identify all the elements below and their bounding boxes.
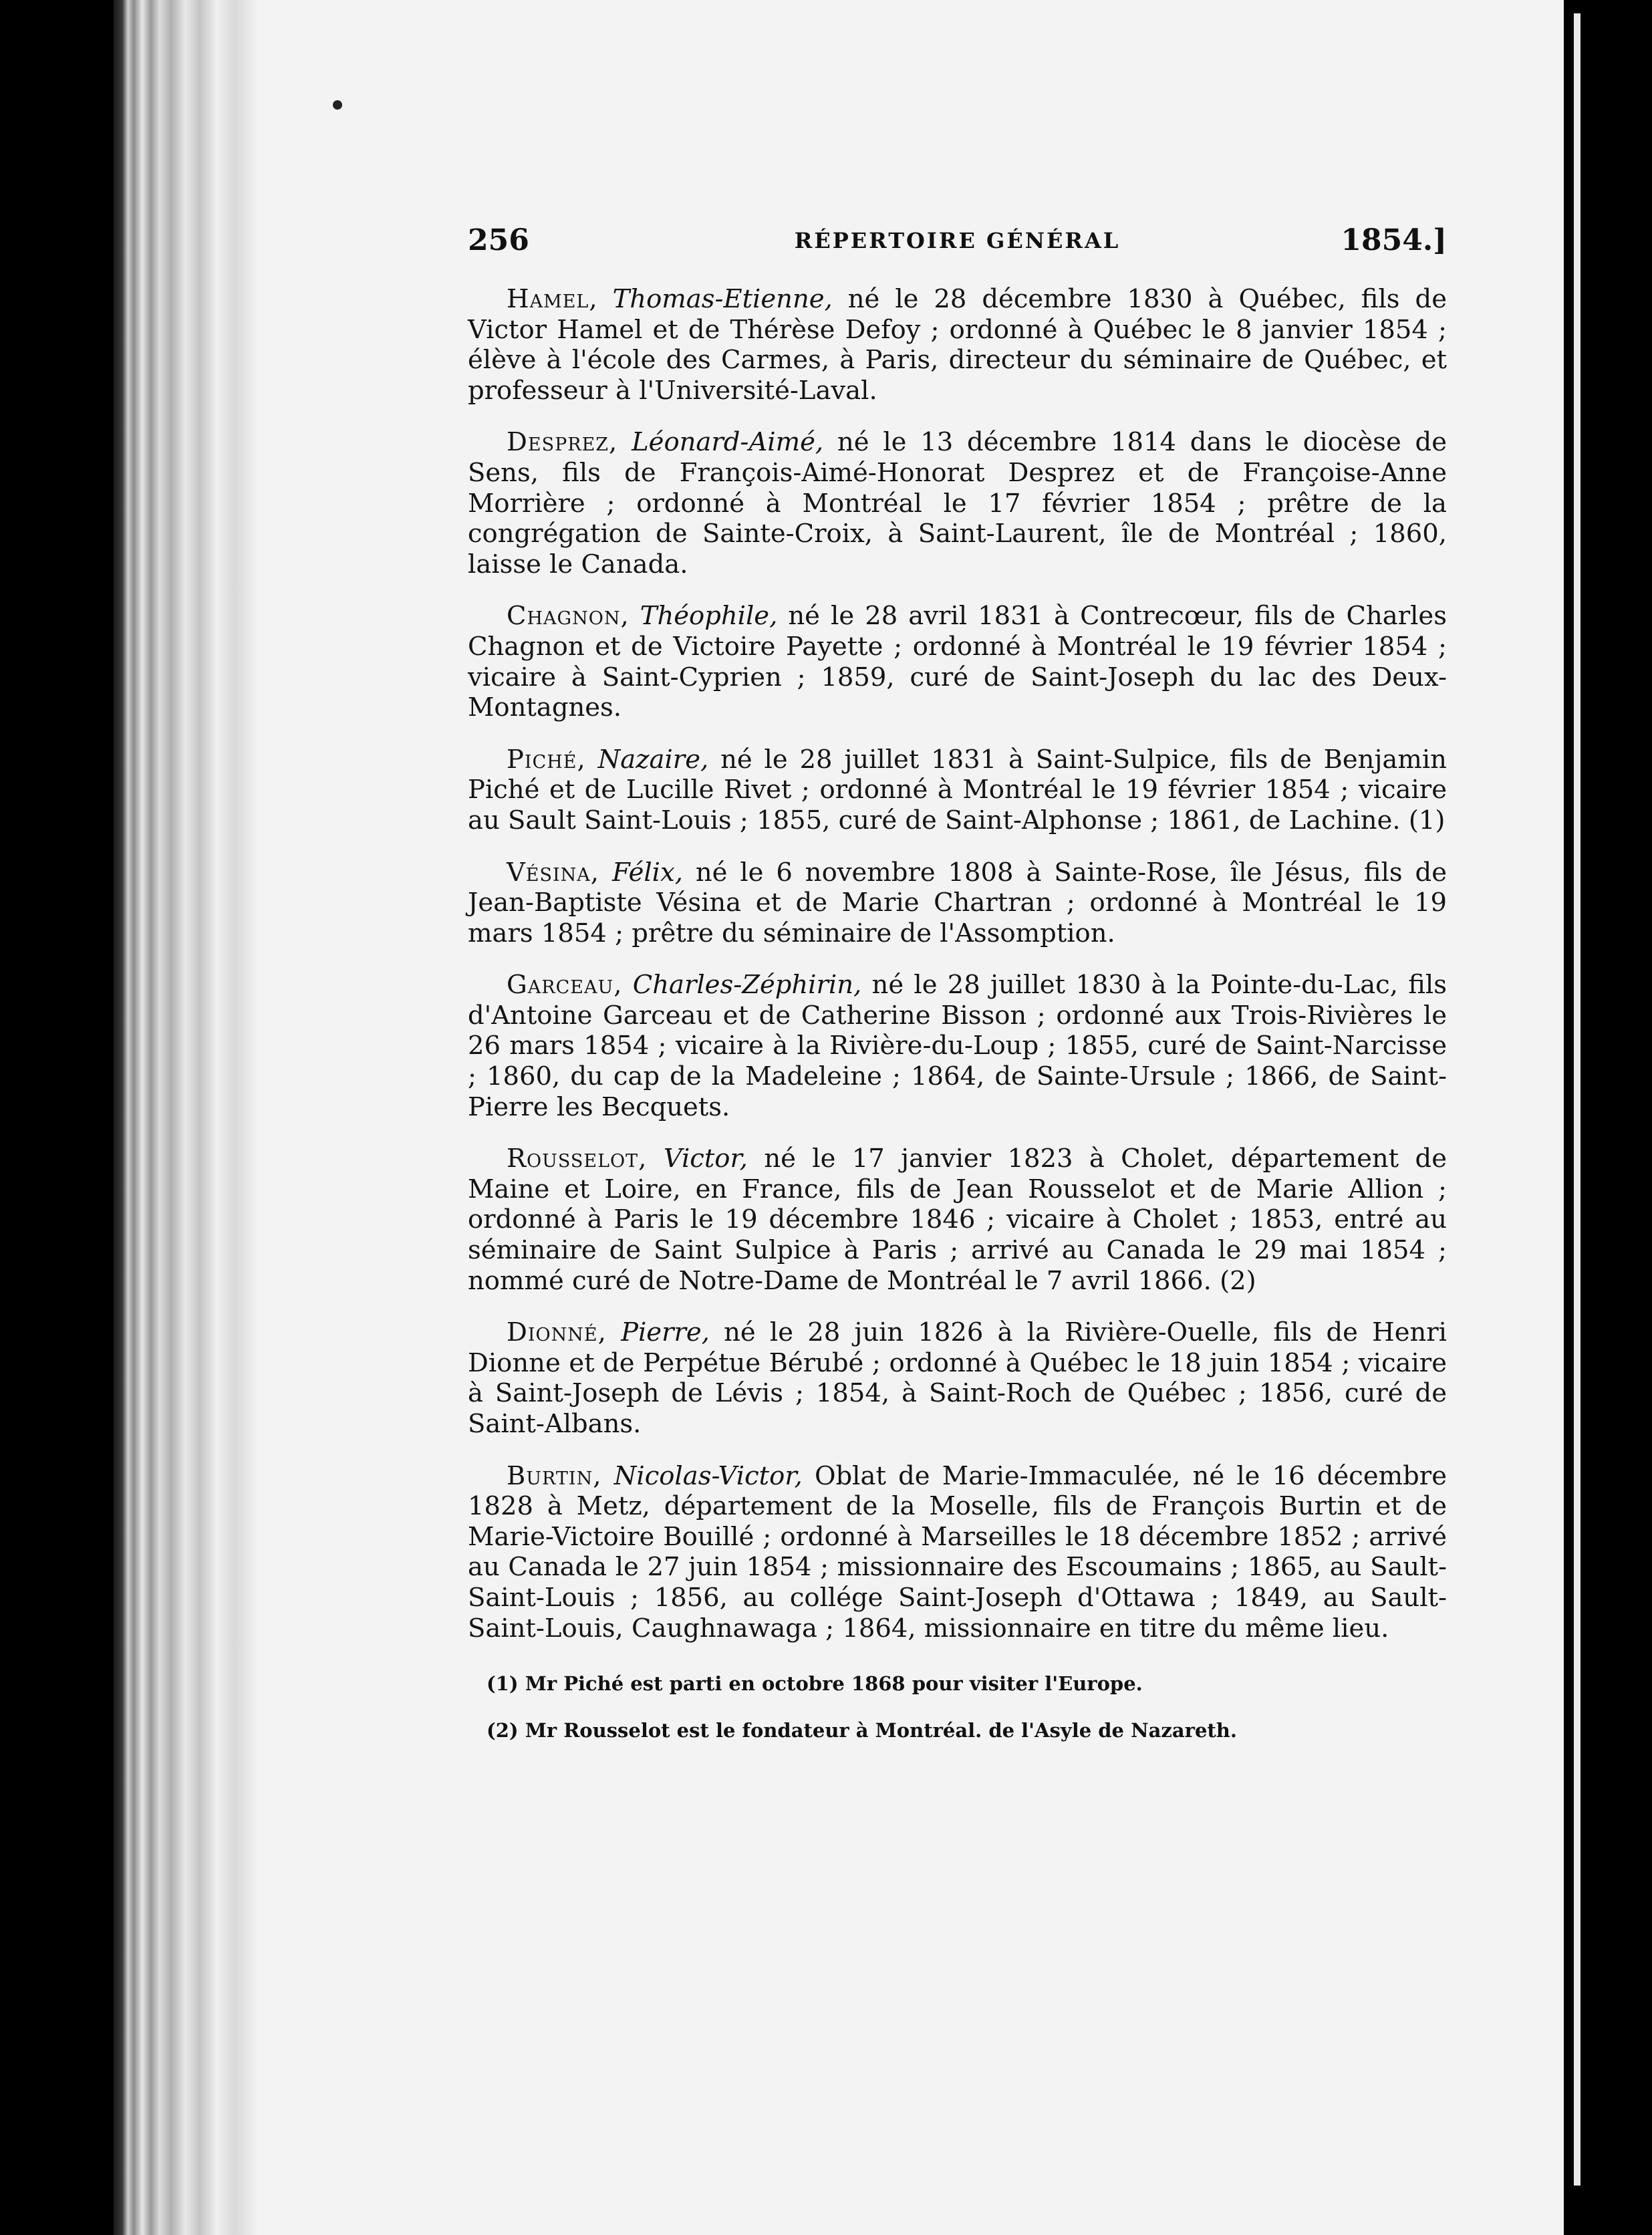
footnotes: [468, 1670, 1447, 1744]
page-body: [468, 284, 1447, 1764]
entry-hamel: Hamel, Thomas-Etienne, né le 28 décembre 1830 à Québec, fils de Victor Hamel et de Thérèse Defoy ; ordonné à Québec le 8 janvier 1854 ; élève à l'école des Carmes, à Paris, directeur du séminaire de Québec, et professeur à l'Université-Laval.: [468, 284, 1447, 406]
entry-given-name: Thomas-Etienne,: [612, 284, 833, 314]
entry-text: né le 28 décembre 1830 à Québec, fils de Victor Hamel et de Thérèse Defoy ; ordonné à Québec le 8 janvier 1854 ; élève à l'école des Carmes, à Paris, directeur du séminaire de Québec, et professeur à l'Université-Laval.: [468, 284, 1447, 406]
entry-given-name: Pierre,: [621, 1317, 710, 1348]
header-year: 1854.]: [1341, 223, 1447, 257]
scan-speck: [333, 100, 342, 110]
entry-given-name: Théophile,: [640, 601, 778, 632]
next-page-edge: [1574, 13, 1580, 2186]
entry-text: né le 28 juillet 1831 à Saint-Sulpice, fils de Benjamin Piché et de Lucille Rivet ; ordonné à Montréal le 19 février 1854 ; vicaire au Sault Saint-Louis ; 1855, curé de Saint-Alphonse ; 1861, de Lachine. (1): [468, 744, 1447, 835]
entry-text: né le 28 avril 1831 à Contrecœur, fils de Charles Chagnon et de Victoire Payette ; ordonné à Montréal le 19 février 1854 ; vicaire à Saint-Cyprien ; 1859, curé de Saint-Joseph du lac des Deux-Montagnes.: [468, 601, 1447, 723]
entry-text: Oblat de Marie-Immaculée, né le 16 décembre 1828 à Metz, département de la Moselle, fils de François Burtin et de Marie-Victoire Bouillé ; ordonné à Marseilles le 18 décembre 1852 ; arrivé au Canada le 27 juin 1854 ; missionnaire des Escoumains ; 1865, au Sault-Saint-Louis ; 1856, au collége Saint-Joseph d'Ottawa ; 1849, au Sault-Saint-Louis, Caughnawaga ; 1864, missionnaire en titre du même lieu.: [468, 1460, 1447, 1644]
entry-text: né le 13 décembre 1814 dans le diocèse de Sens, fils de François-Aimé-Honorat Desprez et de Françoise-Anne Morrière ; ordonné à Montréal le 17 février 1854 ; prêtre de la congrégation de Sainte-Croix, à Saint-Laurent, île de Montréal ; 1860, laisse le Canada.: [468, 427, 1447, 579]
entry-desprez: [468, 427, 1447, 579]
entry-chagnon: [468, 601, 1447, 722]
entry-surname: Vésina,: [507, 857, 600, 888]
entry-surname: Dionné,: [507, 1317, 607, 1348]
page-number: 256: [468, 223, 529, 257]
entry-piche: [468, 745, 1447, 836]
entry-text: né le 17 janvier 1823 à Cholet, département de Maine et Loire, en France, fils de Jean Rousselot et de Marie Allion ; ordonné à Paris le 19 décembre 1846 ; vicaire à Cholet ; 1853, entré au séminaire de Saint Sulpice à Paris ; arrivé au Canada le 29 mai 1854 ; nommé curé de Notre-Dame de Montréal le 7 avril 1866. (2): [468, 1144, 1447, 1296]
entry-surname: Burtin,: [507, 1460, 602, 1491]
book-page-edges: [114, 0, 257, 2235]
entry-given-name: Nazaire,: [597, 744, 709, 775]
footnote-1: (1) Mr Piché est parti en octobre 1868 pour visiter l'Europe.: [487, 1672, 1143, 1696]
entry-burtin: [468, 1461, 1447, 1644]
entry-surname: Rousselot,: [507, 1144, 648, 1174]
footnote-2: (2) Mr Rousselot est le fondateur à Montréal. de l'Asyle de Nazareth.: [487, 1719, 1237, 1742]
scan-border-left: [0, 0, 114, 2235]
entry-vesina: [468, 858, 1447, 949]
entry-given-name: Nicolas-Victor,: [613, 1460, 803, 1491]
entry-garceau: [468, 970, 1447, 1122]
entry-surname: Hamel: [507, 284, 589, 314]
entry-text: né le 28 juillet 1830 à la Pointe-du-Lac, fils d'Antoine Garceau et de Catherine Bisson ; ordonné aux Trois-Rivières le 26 mars 1854 ; vicaire à la Rivière-du-Loup ; 1855, curé de Saint-Narcisse ; 1860, du cap de la Madeleine ; 1864, de Sainte-Ursule ; 1866, de Saint-Pierre les Becquets.: [468, 970, 1447, 1122]
entry-surname: Desprez,: [507, 427, 618, 458]
entry-dionne: [468, 1317, 1447, 1439]
running-title: RÉPERTOIRE GÉNÉRAL: [794, 228, 1121, 253]
entry-given-name: Victor,: [663, 1144, 748, 1174]
entry-surname: Chagnon,: [507, 601, 630, 632]
entry-given-name: Léonard-Aimé,: [632, 427, 824, 458]
entry-rousselot: [468, 1144, 1447, 1296]
entry-text: né le 6 novembre 1808 à Sainte-Rose, île Jésus, fils de Jean-Baptiste Vésina et de Marie Chartran ; ordonné à Montréal le 19 mars 1854 ; prêtre du séminaire de l'Assomption.: [468, 857, 1447, 948]
entry-text: né le 28 juin 1826 à la Rivière-Ouelle, fils de Henri Dionne et de Perpétue Bérubé ; ordonné à Québec le 18 juin 1854 ; vicaire à Saint-Joseph de Lévis ; 1854, à Saint-Roch de Québec ; 1856, curé de Saint-Albans.: [468, 1317, 1447, 1439]
page-header: [468, 221, 1447, 261]
entry-surname: Piché,: [507, 744, 586, 775]
entry-given-name: Charles-Zéphirin,: [632, 970, 862, 1001]
entry-surname: Garceau,: [507, 970, 623, 1001]
entry-given-name: Félix,: [611, 857, 683, 888]
